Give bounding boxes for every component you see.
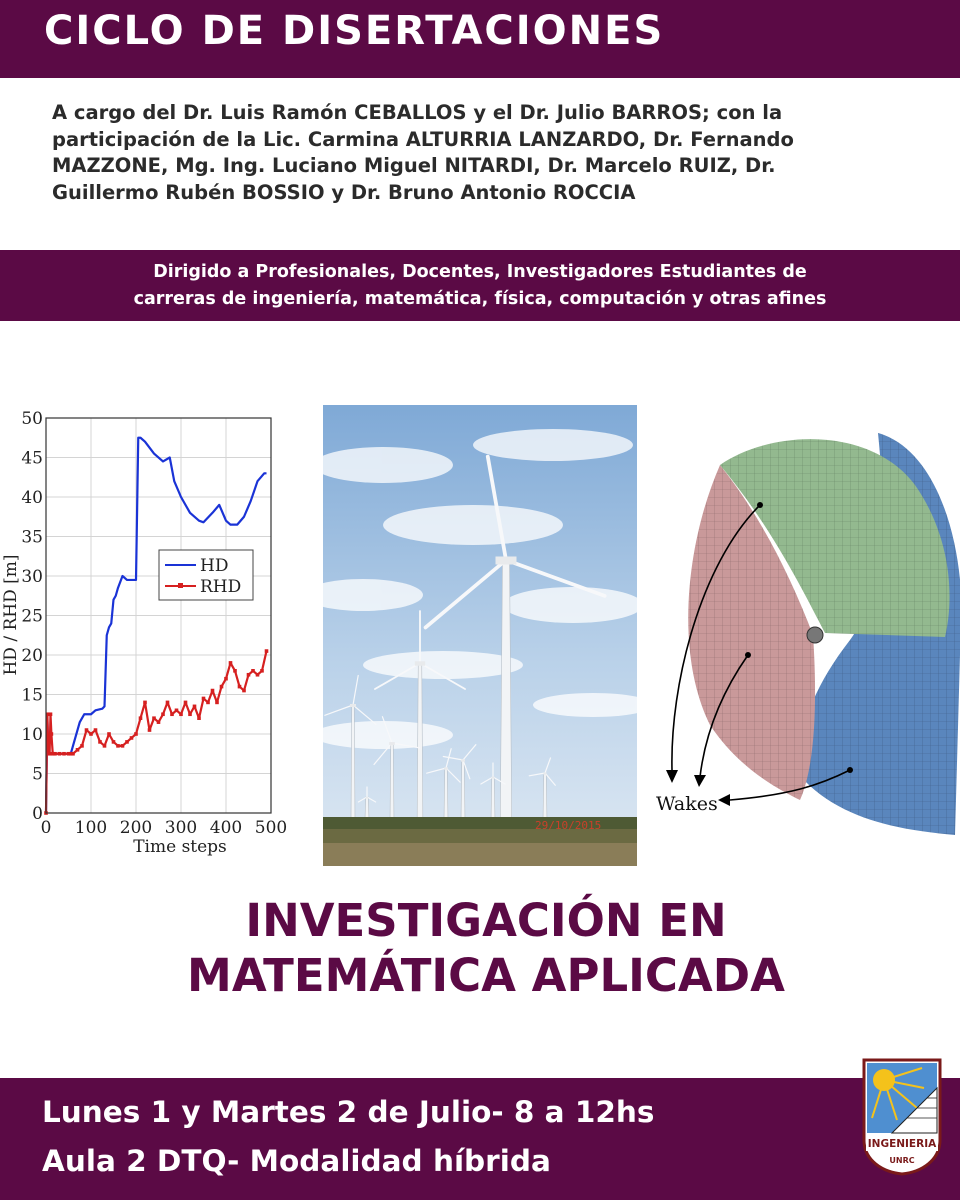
header-band (0, 0, 960, 78)
rhd-point (188, 712, 192, 716)
audience-line: carreras de ingeniería, matemática, física, computación y otras afines (133, 289, 827, 309)
audience-band (0, 250, 960, 321)
photo-date-stamp: 29/10/2015 (535, 819, 602, 832)
chart-series-group (44, 438, 268, 815)
rhd-point (206, 701, 210, 705)
footer-band (0, 1078, 960, 1200)
main-title-line: INVESTIGACIÓN EN (245, 894, 727, 947)
event-date: Lunes 1 y Martes 2 de Julio- 8 a 12hs (42, 1095, 655, 1129)
rhd-point (157, 720, 161, 724)
cycle-title: CICLO DE DISERTACIONES (44, 8, 665, 54)
y-tick-label: 15 (21, 685, 43, 706)
rhd-point (80, 744, 84, 748)
audience-text (0, 259, 960, 313)
rhd-point (211, 689, 215, 693)
rhd-point (125, 740, 129, 744)
speakers-line: A cargo del Dr. Luis Ramón CEBALLOS y el Dr. Julio BARROS; con la (52, 101, 783, 124)
rhd-point (98, 740, 102, 744)
ingenieria-unrc-logo (862, 1058, 942, 1176)
rhd-point (71, 752, 75, 756)
rhd-point (265, 649, 269, 653)
rhd-point (143, 701, 147, 705)
wake-svg (650, 425, 960, 845)
rhd-point (76, 748, 80, 752)
rhd-point (247, 673, 251, 677)
rhd-point (233, 669, 237, 673)
series-line-hd (46, 438, 267, 813)
x-tick-label: 500 (254, 818, 288, 838)
y-tick-label: 25 (21, 606, 43, 627)
rhd-point (107, 732, 111, 736)
x-tick-label: 400 (209, 818, 243, 838)
chart-svg (0, 400, 300, 860)
rhd-point (170, 712, 174, 716)
y-tick-label: 40 (21, 488, 43, 508)
rhd-point (116, 744, 120, 748)
rhd-point (62, 752, 66, 756)
series-line-rhd (46, 651, 267, 813)
rhd-point (220, 685, 224, 689)
rhd-point (256, 673, 260, 677)
y-tick-label: 10 (21, 725, 43, 745)
y-tick-label: 20 (21, 646, 43, 666)
rhd-point (238, 685, 242, 689)
rhd-point (48, 752, 52, 756)
y-axis-label: HD / RHD [m] (1, 554, 21, 676)
rhd-point (242, 689, 246, 693)
legend-marker-rhd (178, 583, 183, 588)
logo-text-ingenieria: INGENIERIA (867, 1138, 937, 1150)
y-tick-label: 45 (21, 448, 43, 469)
audience-line: Dirigido a Profesionales, Docentes, Investigadores Estudiantes de (153, 262, 807, 282)
rhd-point (152, 716, 156, 720)
main-title-line: MATEMÁTICA APLICADA (187, 949, 785, 1002)
wind-turbines-photo (323, 405, 637, 866)
x-tick-label: 200 (119, 818, 153, 838)
main-title (0, 893, 960, 1003)
x-tick-label: 300 (164, 818, 198, 838)
photo-svg (323, 405, 637, 866)
y-tick-label: 5 (32, 764, 43, 785)
event-place: Aula 2 DTQ- Modalidad híbrida (42, 1144, 551, 1178)
rotor-hub (807, 627, 823, 643)
rhd-point (224, 677, 228, 681)
speakers-text (52, 100, 932, 206)
rhd-point (184, 701, 188, 705)
logo-text-unrc: UNRC (889, 1156, 915, 1165)
x-tick-label: 0 (40, 818, 52, 838)
speakers-line: Guillermo Rubén BOSSIO y Dr. Bruno Antonio ROCCIA (52, 180, 636, 204)
rhd-point (85, 728, 89, 732)
speakers-line: participación de la Lic. Carmina ALTURRIA LANZARDO, Dr. Fernando (52, 127, 794, 151)
rhd-point (94, 728, 98, 732)
rhd-point (49, 712, 53, 716)
x-tick-label: 100 (74, 818, 108, 838)
wake-simulation-figure (650, 425, 960, 845)
y-tick-label: 50 (21, 409, 43, 429)
y-tick-label: 0 (32, 804, 43, 824)
rhd-point (175, 709, 179, 713)
rhd-point (215, 701, 219, 705)
logo-svg (862, 1058, 942, 1176)
chart-grid (46, 418, 271, 813)
rhd-point (166, 701, 170, 705)
rhd-point (121, 744, 125, 748)
rhd-point (148, 728, 152, 732)
rhd-point (202, 697, 206, 701)
rhd-point (260, 669, 264, 673)
y-tick-label: 30 (21, 567, 43, 587)
legend-label-hd: HD (200, 556, 229, 576)
y-tick-label: 35 (21, 527, 43, 548)
rhd-point (161, 712, 165, 716)
rhd-point (89, 732, 93, 736)
rhd-point (139, 716, 143, 720)
rhd-point (251, 669, 255, 673)
speakers-line: MAZZONE, Mg. Ing. Luciano Miguel NITARDI, Dr. Marcelo RUIZ, Dr. (52, 154, 776, 177)
rhd-point (58, 752, 62, 756)
wakes-label: Wakes (656, 793, 718, 815)
rhd-point (53, 752, 57, 756)
legend-label-rhd: RHD (200, 577, 242, 597)
rhd-point (103, 744, 107, 748)
rhd-point (130, 736, 134, 740)
rhd-point (197, 716, 201, 720)
chart-legend (159, 550, 253, 600)
rhd-point (179, 712, 183, 716)
rhd-point (193, 705, 197, 709)
rhd-point (46, 748, 50, 752)
rhd-point (112, 740, 116, 744)
hd-rhd-chart (0, 400, 300, 860)
rhd-point (134, 732, 138, 736)
field (323, 843, 637, 866)
rhd-point (50, 732, 54, 736)
rhd-point (229, 661, 233, 665)
x-axis-label: Time steps (133, 837, 227, 857)
